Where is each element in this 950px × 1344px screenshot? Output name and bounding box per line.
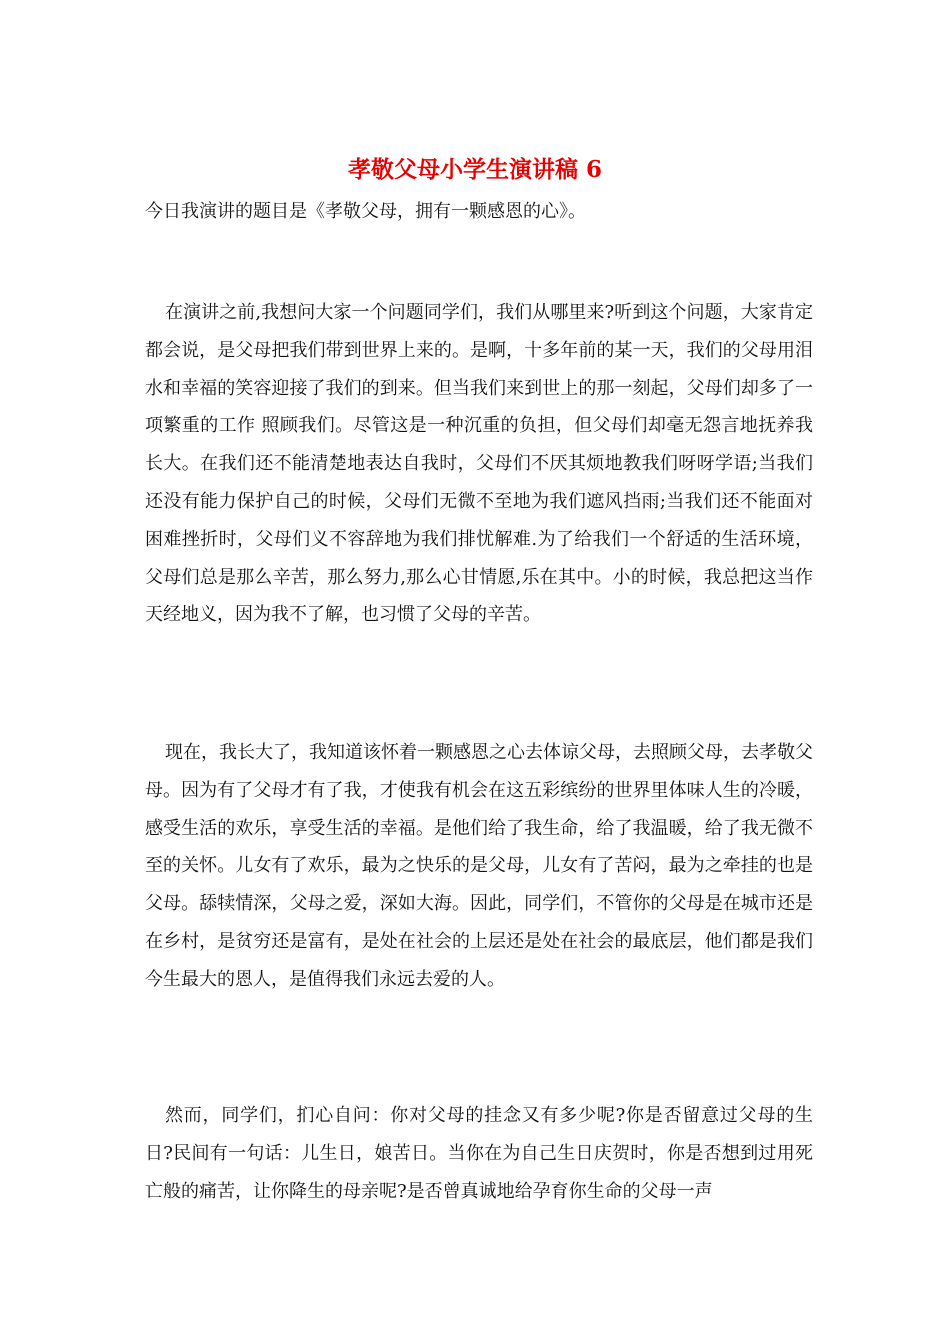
document-title: 孝敬父母小学生演讲稿 6 [347, 156, 602, 183]
intro-paragraph: 今日我演讲的题目是《孝敬父母，拥有一颗感恩的心》。 [145, 201, 586, 222]
body-paragraph-3: 然而，同学们，扪心自问：你对父母的挂念又有多少呢?你是否留意过父母的生日?民间有一句话：儿生日，娘苦日。当你在为自己生日庆贺时，你是否想到过用死亡般的痛苦，让你降生的母亲呢?是否曾真诚地给孕育你生命的父母一声 [145, 1105, 813, 1202]
body-paragraph-1: 在演讲之前,我想问大家一个问题同学们，我们从哪里来?听到这个问题，大家肯定都会说，是父母把我们带到世界上来的。是啊，十多年前的某一天，我们的父母用泪水和幸福的笑容迎接了我们的到来。但当我们来到世上的那一刻起，父母们却多了一项繁重的工作 照顾我们。尽管这是一种沉重的负担，但父母们却毫无怨言地抚养我长大。在我们还不能清楚地表达自我时，父母们不厌其烦地教我们呀呀学语;当我们还没有能力保护自己的时候，父母们无微不至地为我们遮风挡雨;当我们还不能面对困难挫折时，父母们义不容辞地为我们排忧解难.为了给我们一个舒适的生活环境，父母们总是那么辛苦，那么努力,那么心甘情愿,乐在其中。小的时候，我总把这当作天经地义，因为我不了解，也习惯了父母的辛苦。 [145, 302, 813, 626]
body-paragraph-2: 现在，我长大了，我知道该怀着一颗感恩之心去体谅父母，去照顾父母，去孝敬父母。因为有了父母才有了我，才使我有机会在这五彩缤纷的世界里体味人生的冷暖，感受生活的欢乐，享受生活的幸福。是他们给了我生命，给了我温暖，给了我无微不至的关怀。儿女有了欢乐，最为之快乐的是父母，儿女有了苦闷，最为之牵挂的也是父母。舔犊情深，父母之爱，深如大海。因此，同学们，不管你的父母是在城市还是在乡村，是贫穷还是富有，是处在社会的上层还是处在社会的最底层，他们都是我们今生最大的恩人，是值得我们永远去爱的人。 [145, 742, 813, 990]
